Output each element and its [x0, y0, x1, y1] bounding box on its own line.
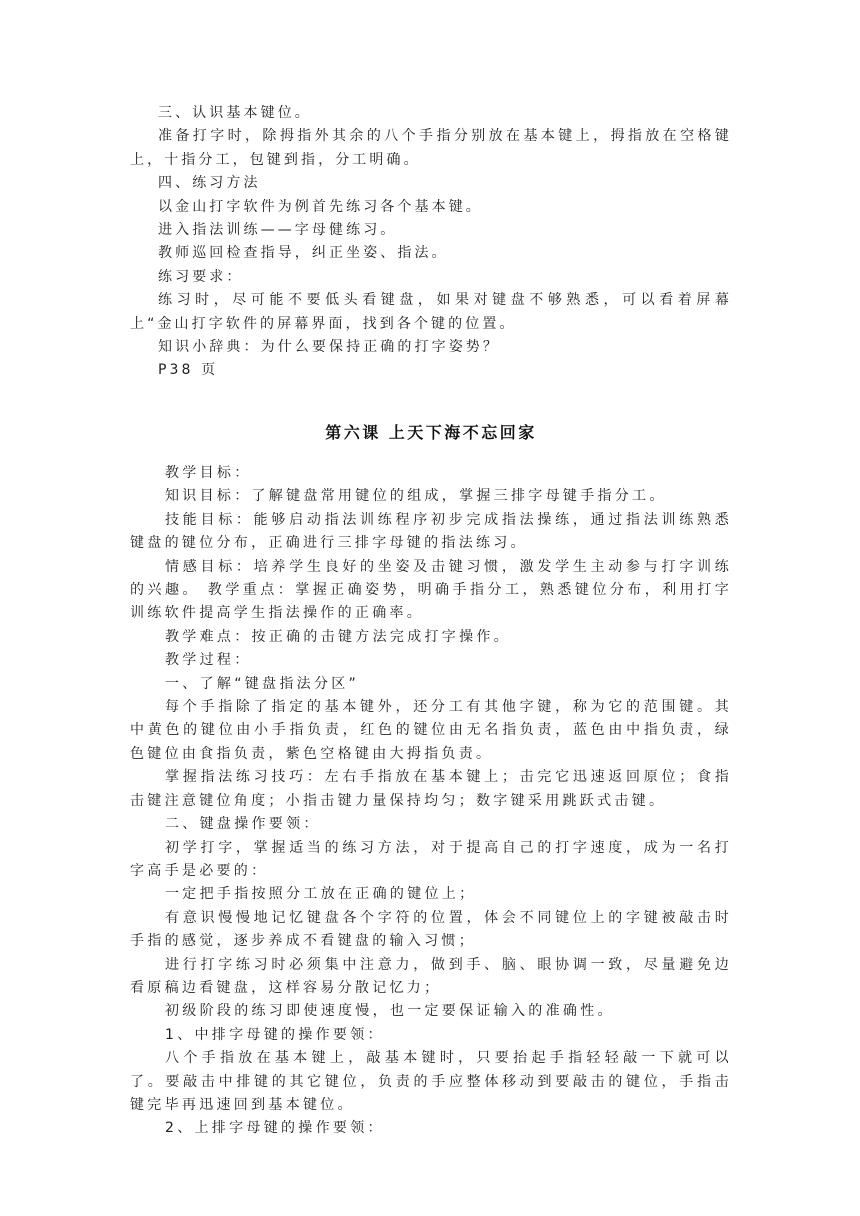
paragraph: 练习要求：: [158, 268, 244, 285]
heading-finger-zones: 一、了解“键盘指法分区”: [165, 675, 360, 692]
paragraph: 进入指法训练——字母健练习。: [158, 222, 398, 239]
paragraph: 每个手指除了指定的基本键外，还分工有其他字键，称为它的范围键。其中黄色的键位由小手指负责，红色的键位由无名指负责，蓝色由中指负责，绿色键位由食指负责，紫色空格键由大拇指负责。: [130, 699, 732, 762]
heading-keyboard-essentials: 二、键盘操作要领：: [165, 816, 321, 833]
paragraph: 有意识慢慢地记忆键盘各个字符的位置，体会不同键位上的字键被敲击时手指的感觉，逐步养成不看键盘的输入习惯；: [130, 909, 732, 950]
paragraph: 八个手指放在基本键上，敲基本键时，只要抬起手指轻轻敲一下就可以了。要敲击中排键的其它键位，负责的手应整体移动到要敲击的键位，手指击键完毕再迅速回到基本键位。: [130, 1050, 732, 1113]
section-keyboard-practice: [130, 102, 732, 383]
paragraph: 技能目标：能够启动指法训练程序初步完成指法操练，通过指法训练熟悉键盘的键位分布，正确进行三排字母键的指法练习。: [130, 511, 732, 552]
heading-basic-keys: 三、认识基本键位。: [158, 105, 312, 121]
heading-practice-method: 四、练习方法: [158, 175, 261, 192]
paragraph: 教师巡回检查指导，纠正坐姿、指法。: [158, 245, 449, 262]
paragraph: 准备打字时，除拇指外其余的八个手指分别放在基本键上，拇指放在空格键上，十指分工，包键到指，分工明确。: [130, 128, 732, 168]
paragraph: 教学难点：按正确的击键方法完成打字操作。: [165, 628, 511, 645]
heading-top-row: 2、上排字母键的操作要领：: [165, 1120, 385, 1137]
page-reference: P38 页: [158, 362, 219, 379]
lesson-title: 第六课 上天下海不忘回家: [325, 423, 537, 442]
paragraph: 情感目标：培养学生良好的坐姿及击键习惯，激发学生主动参与打字训练的兴趣。 教学重点：掌握正确姿势，明确手指分工，熟悉键位分布，利用打字训练软件提高学生指法操作的正确率。: [130, 558, 732, 622]
paragraph: 初学打字，掌握适当的练习方法，对于提高自己的打字速度，成为一名打字高手是必要的：: [130, 839, 732, 879]
heading-middle-row: 1、中排字母键的操作要领：: [165, 1026, 385, 1043]
paragraph: 初级阶段的练习即使速度慢，也一定要保证输入的准确性。: [165, 1003, 615, 1020]
paragraph: 掌握指法练习技巧：左右手指放在基本键上；击完它迅速返回原位；食指击键注意键位角度；小指击键力量保持均匀；数字键采用跳跃式击键。: [130, 769, 732, 809]
paragraph: 知识小辞典：为什么要保持正确的打字姿势？: [158, 339, 500, 356]
paragraph: 一定把手指按照分工放在正确的键位上；: [165, 886, 477, 903]
paragraph: 以金山打字软件为例首先练习各个基本键。: [158, 198, 483, 215]
paragraph: 进行打字练习时必须集中注意力，做到手、脑、眼协调一致，尽量避免边看原稿边看键盘，这样容易分散记忆力；: [130, 956, 732, 996]
paragraph: 教学目标：: [165, 465, 252, 481]
section-lesson-six: [130, 462, 732, 1141]
paragraph: 教学过程：: [165, 652, 252, 669]
paragraph: 练习时，尽可能不要低头看键盘，如果对键盘不够熟悉，可以看着屏幕上“金山打字软件的屏幕界面，找到各个键的位置。: [130, 292, 732, 332]
paragraph: 知识目标：了解键盘常用键位的组成，掌握三排字母键手指分工。: [165, 488, 667, 505]
